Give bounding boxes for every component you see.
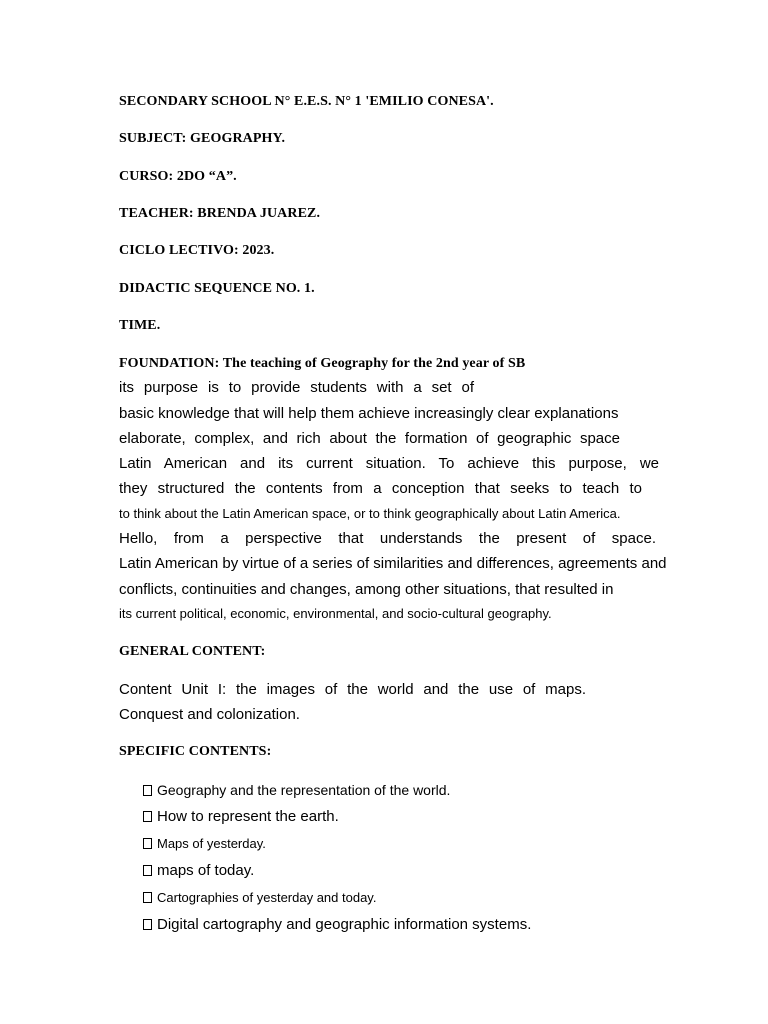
- foundation-line: Latin American and its current situation. To achieve this purpose, we: [119, 455, 659, 472]
- subject-line: SUBJECT: GEOGRAPHY.: [119, 131, 286, 146]
- list-item: Maps of yesterday.: [143, 836, 266, 851]
- foundation-line: elaborate, complex, and rich about the formation of geographic space: [119, 430, 620, 447]
- foundation-line: its purpose is to provide students with a set of: [119, 379, 474, 396]
- school-name: SECONDARY SCHOOL N° E.E.S. N° 1 'EMILIO CONESA'.: [119, 94, 494, 109]
- checkbox-square-icon: [143, 892, 152, 903]
- course-line: CURSO: 2DO “A”.: [119, 169, 237, 184]
- list-item: Digital cartography and geographic information systems.: [143, 916, 531, 933]
- list-item: Cartographies of yesterday and today.: [143, 890, 376, 905]
- general-content-line: Conquest and colonization.: [119, 706, 300, 723]
- specific-contents-heading: SPECIFIC CONTENTS:: [119, 744, 272, 759]
- checkbox-square-icon: [143, 811, 152, 822]
- list-item: Geography and the representation of the world.: [143, 782, 450, 798]
- foundation-line: they structured the contents from a conception that seeks to teach to: [119, 480, 642, 497]
- general-content-line: Content Unit I: the images of the world and the use of maps.: [119, 681, 586, 698]
- list-item: maps of today.: [143, 862, 254, 879]
- checkbox-square-icon: [143, 785, 152, 796]
- foundation-line: basic knowledge that will help them achieve increasingly clear explanations: [119, 405, 619, 422]
- checkbox-square-icon: [143, 838, 152, 849]
- foundation-line: to think about the Latin American space, or to think geographically about Latin America.: [119, 506, 621, 521]
- general-content-heading: GENERAL CONTENT:: [119, 644, 266, 659]
- time-line: TIME.: [119, 318, 161, 333]
- list-item: How to represent the earth.: [143, 808, 339, 825]
- foundation-line: conflicts, continuities and changes, among other situations, that resulted in: [119, 581, 614, 598]
- cycle-line: CICLO LECTIVO: 2023.: [119, 243, 275, 258]
- checkbox-square-icon: [143, 865, 152, 876]
- foundation-heading: FOUNDATION: The teaching of Geography for the 2nd year of SB: [119, 356, 526, 371]
- foundation-line: Latin American by virtue of a series of similarities and differences, agreements and: [119, 555, 667, 572]
- checkbox-square-icon: [143, 919, 152, 930]
- sequence-line: DIDACTIC SEQUENCE NO. 1.: [119, 281, 315, 296]
- foundation-line: Hello, from a perspective that understands the present of space.: [119, 530, 656, 547]
- teacher-line: TEACHER: BRENDA JUAREZ.: [119, 206, 321, 221]
- foundation-line: its current political, economic, environmental, and socio-cultural geography.: [119, 606, 552, 621]
